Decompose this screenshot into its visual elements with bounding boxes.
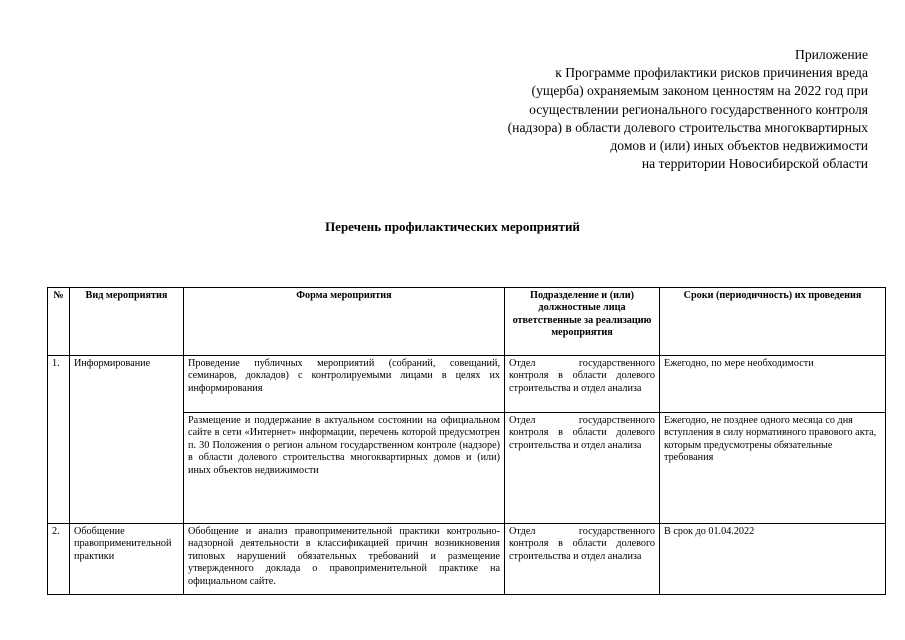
header-num: № xyxy=(48,288,70,356)
appendix-header xyxy=(398,46,868,173)
table-row xyxy=(48,356,886,413)
measures-table xyxy=(47,287,886,595)
row-kind: Информирование xyxy=(70,356,184,524)
appendix-line: Приложение xyxy=(795,47,868,62)
row-term: Ежегодно, по мере необходимости xyxy=(660,356,886,413)
table-header-row xyxy=(48,288,886,356)
appendix-line: (надзора) в области долевого строительства многоквартирных xyxy=(507,119,868,135)
row-form: Обобщение и анализ правоприменительной практики контрольно-надзорной деятельности в классификацией причин возникновения типовых нарушений обязательных требований и размещение утвержденного доклада о правоприменительной практике на официальном сайте. xyxy=(184,524,505,595)
appendix-line: на территории Новосибирской области xyxy=(641,156,868,172)
document-title: Перечень профилактических мероприятий xyxy=(325,219,580,234)
header-form: Форма мероприятия xyxy=(184,288,505,356)
row-number: 2. xyxy=(48,524,70,595)
appendix-line: домов и (или) иных объектов недвижимости xyxy=(610,138,868,154)
row-term: Ежегодно, не позднее одного месяца со дня вступления в силу нормативного правового акта, которым предусмотрены обязательные требования xyxy=(660,413,886,524)
appendix-line: (ущерба) охраняемым законом ценностям на 2022 год при xyxy=(531,83,868,99)
header-kind: Вид мероприятия xyxy=(70,288,184,356)
row-number: 1. xyxy=(48,356,70,524)
header-term: Сроки (периодичность) их проведения xyxy=(660,288,886,356)
table-row xyxy=(48,524,886,595)
row-form: Проведение публичных мероприятий (собраний, совещаний, семинаров, докладов) с контролируемыми лицами в целях их информирования xyxy=(184,356,505,413)
row-dept: Отдел государственного контроля в области долевого строительства и отдел анализа xyxy=(505,413,660,524)
header-dept: Подразделение и (или) должностные лица ответственные за реализацию мероприятия xyxy=(505,288,660,356)
row-kind: Обобщение правоприменительной практики xyxy=(70,524,184,595)
appendix-line: осуществлении регионального государственного контроля xyxy=(529,101,868,117)
appendix-line: к Программе профилактики рисков причинения вреда xyxy=(555,65,868,81)
row-term: В срок до 01.04.2022 xyxy=(660,524,886,595)
row-dept: Отдел государственного контроля в области долевого строительства и отдел анализа xyxy=(505,524,660,595)
row-dept: Отдел государственного контроля в области долевого строительства и отдел анализа xyxy=(505,356,660,413)
row-form: Размещение и поддержание в актуальном состоянии на официальном сайте в сети «Интернет» информации, перечень которой предусмотрен п. 30 Положения о регион альном государственном контроле (надзоре) в области долевого строительства многоквартирных домов и (или) иных объектов недвижимости xyxy=(184,413,505,524)
